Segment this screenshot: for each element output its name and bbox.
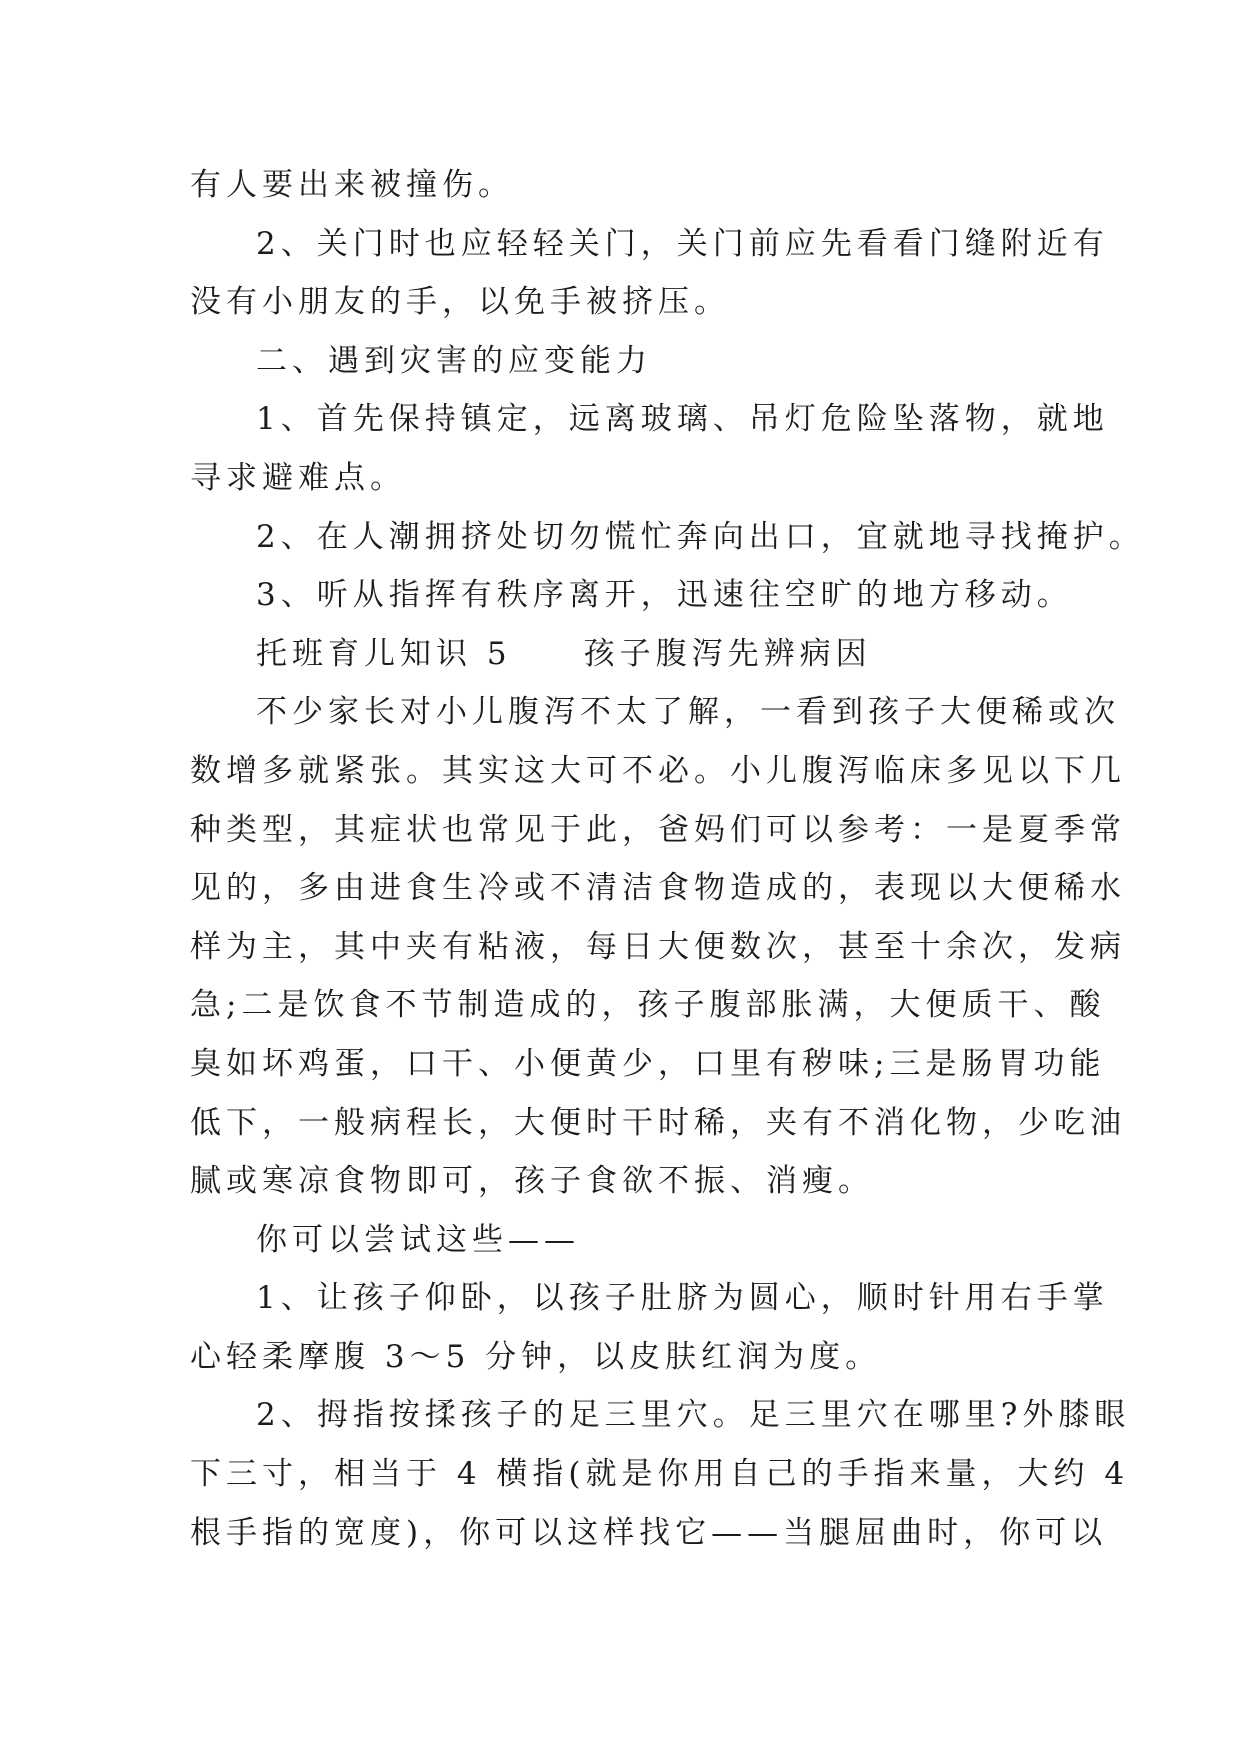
document-body xyxy=(190,156,1145,1562)
text-line: 寻求避难点。 xyxy=(190,459,406,496)
section-heading: 二、遇到灾害的应变能力 xyxy=(256,342,652,379)
text-line: 3、听从指挥有秩序离开，迅速往空旷的地方移动。 xyxy=(256,577,1073,614)
text-line: 不少家长对小儿腹泻不太了解，一看到孩子大便稀或次 xyxy=(256,694,1120,731)
text-line: 心轻柔摩腹 3～5 分钟，以皮肤红润为度。 xyxy=(190,1338,882,1375)
text-line: 急;二是饮食不节制造成的，孩子腹部胀满，大便质干、酸 xyxy=(190,987,1106,1024)
text-line: 腻或寒凉食物即可，孩子食欲不振、消瘦。 xyxy=(190,1163,874,1200)
text-line: 低下，一般病程长，大便时干时稀，夹有不消化物，少吃油 xyxy=(190,1104,1126,1141)
text-line: 1、让孩子仰卧，以孩子肚脐为圆心，顺时针用右手掌 xyxy=(256,1280,1109,1317)
text-line: 种类型，其症状也常见于此，爸妈们可以参考：一是夏季常 xyxy=(190,811,1126,848)
text-line: 2、在人潮拥挤处切勿慌忙奔向出口，宜就地寻找掩护。 xyxy=(256,518,1145,555)
text-line: 2、关门时也应轻轻关门，关门前应先看看门缝附近有 xyxy=(256,225,1109,262)
text-line: 根手指的宽度)，你可以这样找它——当腿屈曲时，你可以 xyxy=(190,1514,1108,1551)
text-line: 有人要出来被撞伤。 xyxy=(190,167,514,203)
text-line: 你可以尝试这些—— xyxy=(256,1221,580,1258)
text-line: 下三寸，相当于 4 横指(就是你用自己的手指来量，大约 4 xyxy=(190,1456,1130,1493)
text-line: 臭如坏鸡蛋，口干、小便黄少，口里有秽味;三是肠胃功能 xyxy=(190,1045,1106,1082)
section-heading: 托班育儿知识 5 孩子腹泻先辨病因 xyxy=(256,635,872,672)
text-line: 数增多就紧张。其实这大可不必。小儿腹泻临床多见以下几 xyxy=(190,752,1126,789)
text-line: 1、首先保持镇定，远离玻璃、吊灯危险坠落物，就地 xyxy=(256,401,1109,438)
text-line: 没有小朋友的手，以免手被挤压。 xyxy=(190,284,730,321)
text-line: 2、拇指按揉孩子的足三里穴。足三里穴在哪里?外膝眼 xyxy=(256,1397,1131,1434)
text-line: 见的，多由进食生冷或不清洁食物造成的，表现以大便稀水 xyxy=(190,870,1126,907)
text-line: 样为主，其中夹有粘液，每日大便数次，甚至十余次，发病 xyxy=(190,928,1126,965)
